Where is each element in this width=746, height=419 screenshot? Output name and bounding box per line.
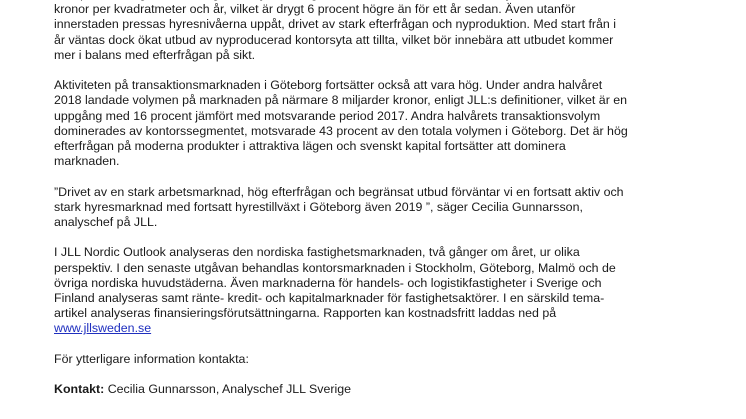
- press-release-body: [54, 0, 704, 413]
- text-line: Finland analyseras samt ränte- kredit- och kapitalmarknader för fastighetsaktörer. I en särskild tema-: [54, 291, 605, 306]
- text-line: perspektiv. I den senaste utgåvan behandlas kontorsmarknaden i Stockholm, Göteborg, Malmö och de: [54, 260, 616, 275]
- paragraph-contact-intro: [54, 352, 704, 367]
- text-line: 2018 landade volymen på marknaden på närmare 8 miljarder kronor, enligt JLL:s definitioner, vilket är en: [54, 93, 628, 108]
- text-line: ”Drivet av en stark arbetsmarknad, hög efterfrågan och begränsat utbud förväntar vi en fortsatt aktiv och: [54, 184, 624, 199]
- text-line: analyschef på JLL.: [54, 215, 158, 230]
- paragraph-rent-levels: [54, 0, 704, 63]
- text-line: mer i balans med efterfrågan på sikt.: [54, 47, 256, 62]
- jll-website-link[interactable]: www.jllsweden.se: [54, 321, 152, 336]
- text-line: kronor per kvadratmeter och år, vilket är drygt 6 procent högre än för ett år sedan. Även utanför: [54, 2, 576, 17]
- text-line: uppgång med 16 procent jämfört med motsvarande period 2017. Andra halvårets transaktionsvolym: [54, 108, 601, 123]
- paragraph-nordic-outlook: [54, 245, 704, 336]
- text-line: artikel analyseras finansieringsförutsättningarna. Rapporten kan kostnadsfritt laddas ned på: [54, 306, 557, 321]
- text-line: stark hyresmarknad med fortsatt hyrestillväxt i Göteborg även 2019 ”, säger Cecilia Gunnarsson,: [54, 199, 583, 214]
- text-line: I JLL Nordic Outlook analyseras den nordiska fastighetsmarknaden, två gånger om året, ur olika: [54, 245, 580, 260]
- contact-line: [54, 382, 704, 397]
- paragraph-transactions: [54, 78, 704, 169]
- contact-label: Kontakt:: [54, 382, 105, 397]
- text-line: dominerades av kontorssegmentet, motsvarade 43 procent av den totala volymen i Göteborg. Det är hög: [54, 123, 628, 138]
- text-line: efterfrågan på moderna produkter i attraktiva lägen och svenskt kapital fortsätter att dominera: [54, 139, 566, 154]
- text-line: [54, 321, 704, 336]
- text-line: marknaden.: [54, 154, 120, 169]
- text-line: innerstaden pressas hyresnivåerna uppåt, drivet av stark efterfrågan och nyproduktion. Med start från i: [54, 17, 617, 32]
- text-line: år väntas dock ökat utbud av nyproducerad kontorsyta att tillta, vilket bör innebära att utbudet kommer: [54, 32, 614, 47]
- text-line: övriga nordiska huvudstäderna. Även marknaderna för handels- och logistikfastigheter i Sverige och: [54, 275, 602, 290]
- text-line: Aktiviteten på transaktionsmarknaden i Göteborg fortsätter också att vara hög. Under andra halvåret: [54, 78, 603, 93]
- paragraph-quote: [54, 185, 704, 231]
- text-line: [54, 382, 704, 397]
- contact-value: Cecilia Gunnarsson, Analyschef JLL Sverige: [104, 382, 352, 397]
- text-line: För ytterligare information kontakta:: [54, 351, 249, 366]
